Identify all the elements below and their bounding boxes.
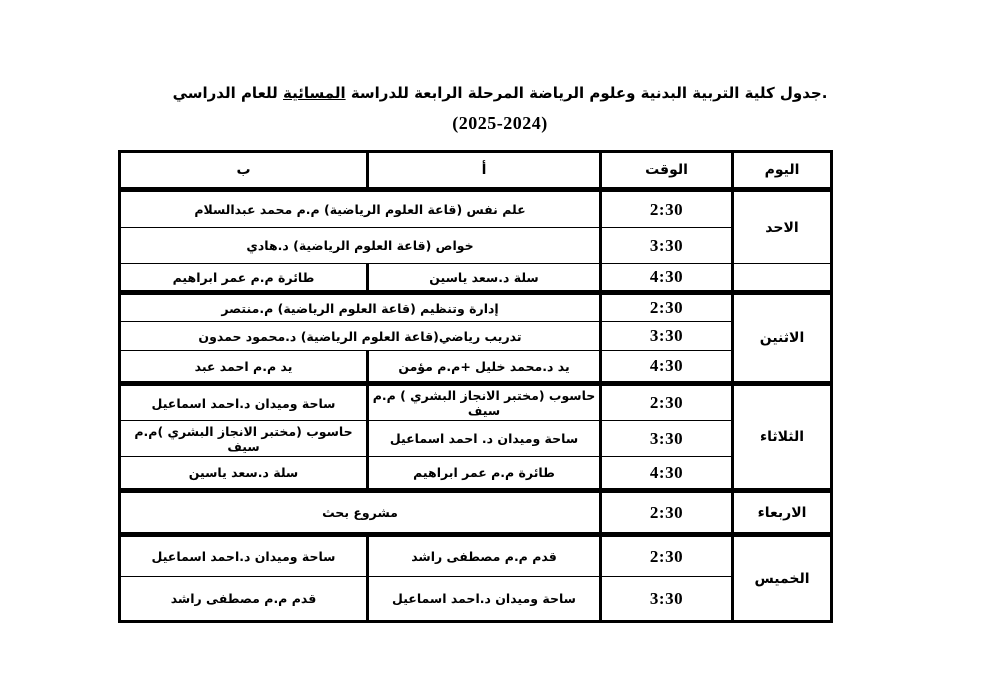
- time-cell: 2:30: [601, 293, 733, 322]
- subject-cell-a: ساحة وميدان د. احمد اسماعيل: [368, 421, 601, 457]
- time-cell: 3:30: [601, 228, 733, 264]
- subject-cell-merged: علم نفس (قاعة العلوم الرياضية) م.م محمد عبدالسلام: [120, 190, 601, 228]
- subject-cell-a: ساحة وميدان د.احمد اسماعيل: [368, 577, 601, 622]
- table-row: [120, 421, 832, 457]
- table-row: [120, 577, 832, 622]
- subject-cell-merged: تدريب رياضي(قاعة العلوم الرياضية) د.محمود حمدون: [120, 322, 601, 351]
- subject-cell-merged: خواص (قاعة العلوم الرياضية) د.هادي: [120, 228, 601, 264]
- subject-cell-merged: مشروع بحث: [120, 491, 601, 535]
- time-cell: 2:30: [601, 190, 733, 228]
- title-block: [0, 84, 1000, 134]
- table-row: [120, 384, 832, 421]
- header-day: اليوم: [733, 152, 832, 190]
- time-cell: 3:30: [601, 322, 733, 351]
- page-title: [0, 84, 1000, 104]
- table-row: [120, 457, 832, 491]
- title-text-after: للعام الدراسي: [172, 84, 284, 102]
- header-group-b: ب: [120, 152, 368, 190]
- subject-cell-a: سلة د.سعد ياسين: [368, 264, 601, 293]
- subject-cell-b: ساحة وميدان د.احمد اسماعيل: [120, 384, 368, 421]
- day-cell-monday: الاثنين: [733, 293, 832, 384]
- subject-cell-a: طائرة م.م عمر ابراهيم: [368, 457, 601, 491]
- subject-cell-b: يد م.م احمد عبد: [120, 351, 368, 384]
- subject-cell-b: سلة د.سعد ياسين: [120, 457, 368, 491]
- schedule-table: [118, 150, 833, 623]
- subject-cell-b: قدم م.م مصطفى راشد: [120, 577, 368, 622]
- subject-cell-b: حاسوب (مختبر الانجاز البشري )م.م سيف: [120, 421, 368, 457]
- table-row: [120, 228, 832, 264]
- time-cell: 2:30: [601, 384, 733, 421]
- time-cell: 2:30: [601, 535, 733, 577]
- table-row: [120, 322, 832, 351]
- time-cell: 4:30: [601, 351, 733, 384]
- table-row: [120, 190, 832, 228]
- subject-cell-b: طائرة م.م عمر ابراهيم: [120, 264, 368, 293]
- schedule-table-wrapper: [118, 150, 833, 623]
- day-cell-thursday: الخميس: [733, 535, 832, 622]
- table-row: [120, 491, 832, 535]
- table-row: [120, 535, 832, 577]
- subject-cell-merged: إدارة وتنظيم (قاعة العلوم الرياضية) م.منتصر: [120, 293, 601, 322]
- table-header-row: [120, 152, 832, 190]
- header-time: الوقت: [601, 152, 733, 190]
- header-group-a: أ: [368, 152, 601, 190]
- academic-year: (2025-2024): [452, 112, 548, 133]
- subject-cell-b: ساحة وميدان د.احمد اسماعيل: [120, 535, 368, 577]
- day-cell-tuesday: الثلاثاء: [733, 384, 832, 491]
- time-cell: 3:30: [601, 577, 733, 622]
- title-period: .: [821, 84, 828, 102]
- subject-cell-a: حاسوب (مختبر الانجاز البشري ) م.م سيف: [368, 384, 601, 421]
- time-cell: 4:30: [601, 457, 733, 491]
- table-row: [120, 293, 832, 322]
- table-row: [120, 264, 832, 293]
- time-cell: 2:30: [601, 491, 733, 535]
- day-cell-wednesday: الاربعاء: [733, 491, 832, 535]
- title-text-before: جدول كلية التربية البدنية وعلوم الرياضة المرحلة الرابعة للدراسة: [345, 84, 822, 102]
- table-row: [120, 351, 832, 384]
- day-cell-sunday: الاحد: [733, 190, 832, 264]
- time-cell: 3:30: [601, 421, 733, 457]
- subject-cell-a: يد د.محمد خليل +م.م مؤمن: [368, 351, 601, 384]
- subject-cell-a: قدم م.م مصطفى راشد: [368, 535, 601, 577]
- time-cell: 4:30: [601, 264, 733, 293]
- title-underlined-word: المسائية: [283, 84, 346, 102]
- day-cell-empty: [733, 264, 832, 293]
